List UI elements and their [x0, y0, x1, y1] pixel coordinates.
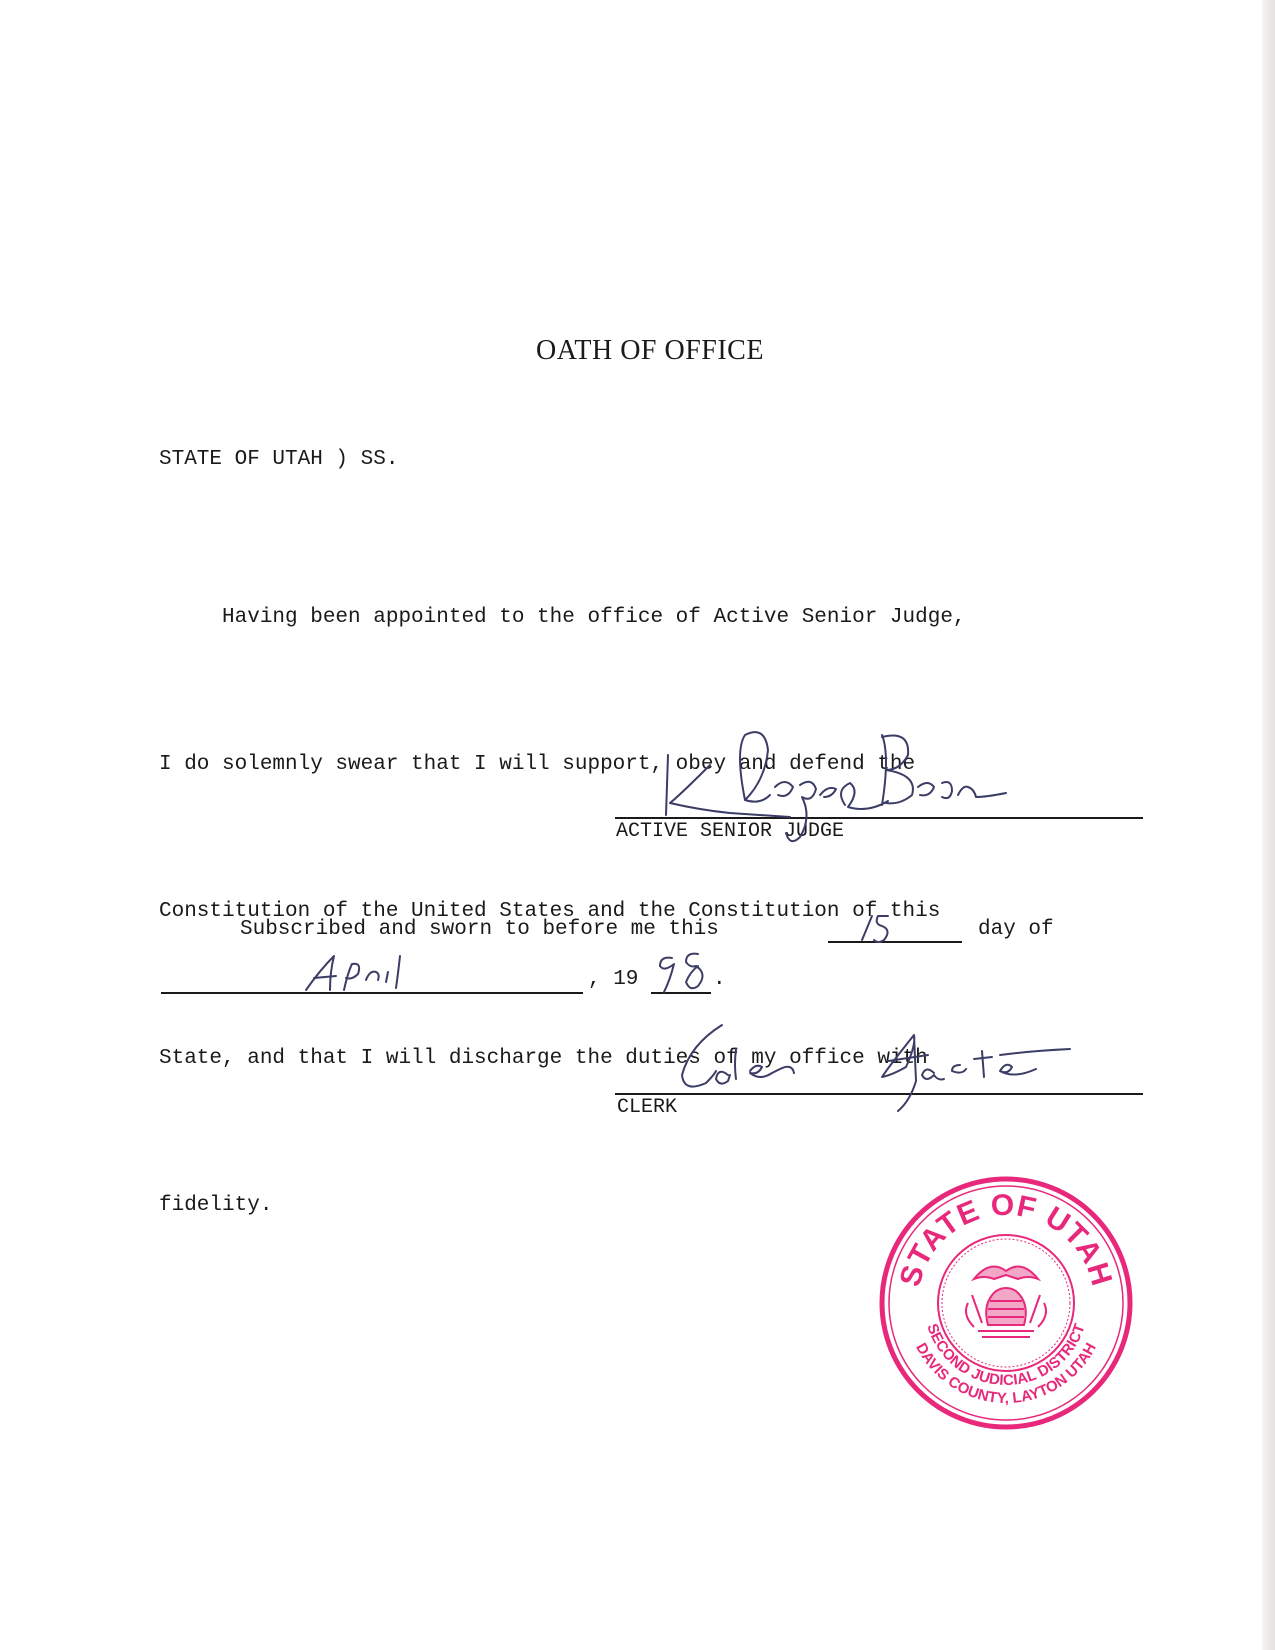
- venue-line: STATE OF UTAH ) SS.: [159, 448, 399, 471]
- clerk-signature-label: CLERK: [617, 1096, 678, 1119]
- document-title: OATH OF OFFICE: [536, 335, 764, 366]
- seal-emblem: [966, 1267, 1046, 1338]
- seal-top-text: STATE OF UTAH: [893, 1188, 1119, 1291]
- oath-paragraph: [159, 495, 966, 1328]
- page-edge: [1262, 0, 1275, 1650]
- judge-signature-label: ACTIVE SENIOR JUDGE: [616, 820, 845, 843]
- clerk-handwritten-signature: [670, 1015, 1080, 1115]
- subscribed-text: Subscribed and sworn to before me this: [240, 918, 719, 941]
- seal-bottom-text-inner: SECOND JUDICIAL DISTRICT: [923, 1321, 1089, 1390]
- handwritten-day: [858, 910, 918, 946]
- handwritten-year: [650, 948, 714, 996]
- seal-bottom-text-outer: DAVIS COUNTY, LAYTON UTAH: [912, 1340, 1100, 1408]
- oath-line: State, and that I will discharge the duties of my office with: [159, 1047, 928, 1070]
- judge-handwritten-signature: [650, 725, 1010, 875]
- period-text: .: [713, 968, 726, 991]
- oath-line: Constitution of the United States and the Constitution of this: [159, 900, 941, 923]
- oath-line: Having been appointed to the office of Active Senior Judge,: [159, 606, 966, 629]
- day-of-text: day of: [978, 918, 1054, 941]
- state-seal: [878, 1175, 1134, 1431]
- oath-line: I do solemnly swear that I will support, obey and defend the: [159, 753, 916, 776]
- oath-line: fidelity.: [159, 1194, 273, 1217]
- handwritten-month: [300, 950, 430, 996]
- comma-19-text: , 19: [588, 968, 639, 991]
